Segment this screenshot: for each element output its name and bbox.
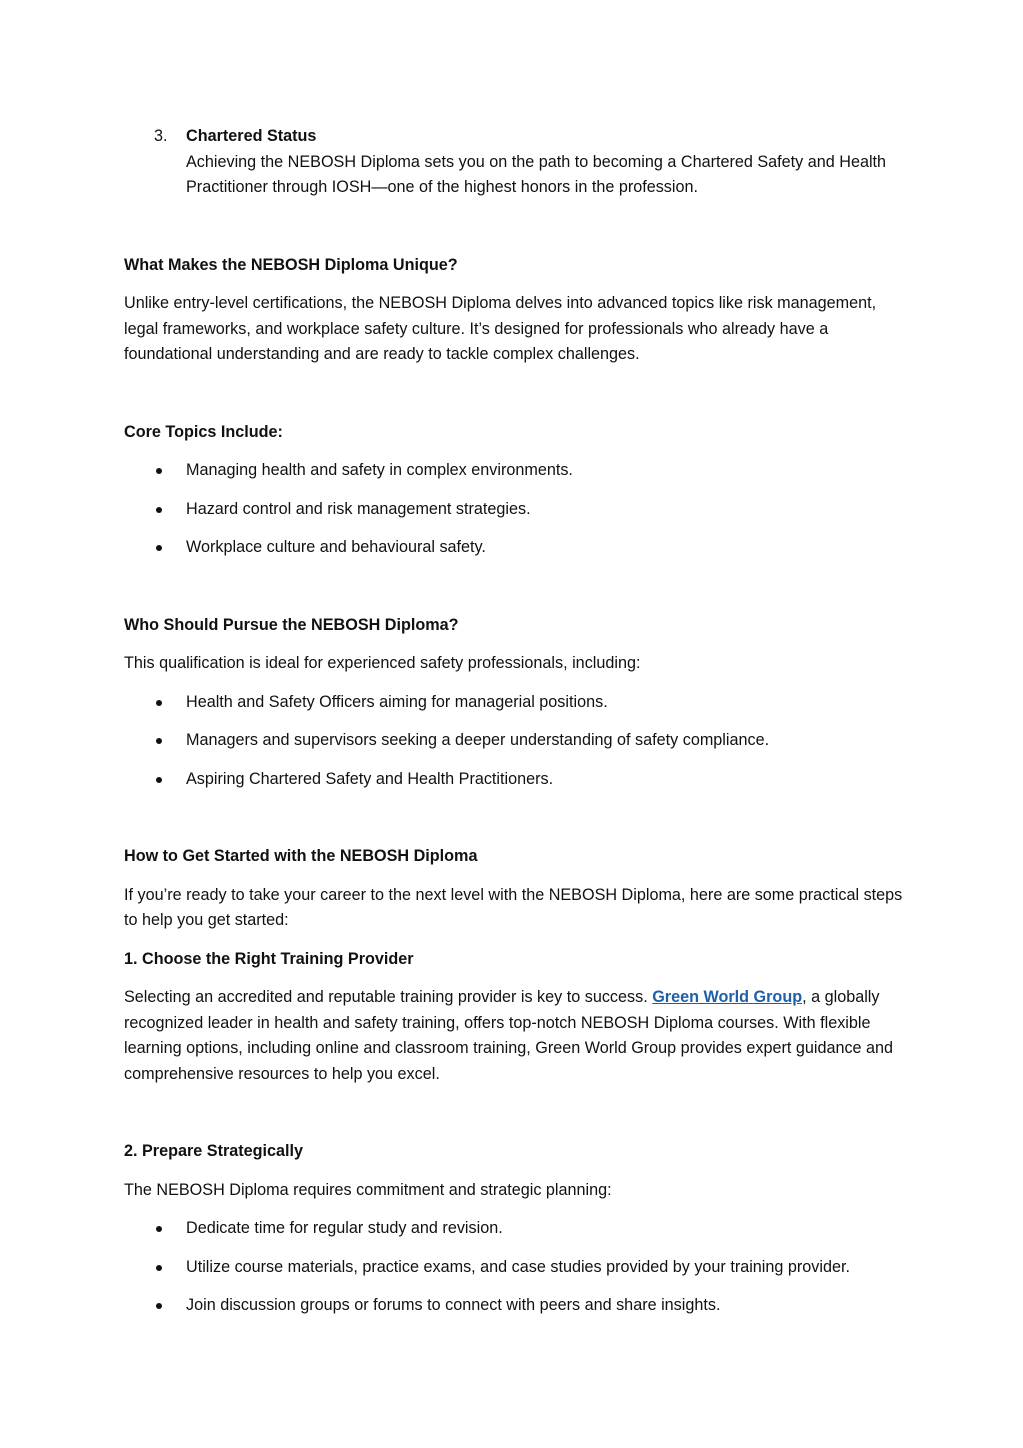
section-heading-core-topics: Core Topics Include:	[124, 422, 283, 441]
bullet-icon	[156, 545, 162, 551]
section-heading-who: Who Should Pursue the NEBOSH Diploma?	[124, 615, 459, 634]
list-item: Managing health and safety in complex environments.	[124, 458, 904, 484]
bullet-icon	[156, 1303, 162, 1309]
paragraph-who-intro: This qualification is ideal for experienced safety professionals, including:	[124, 654, 641, 672]
section-heading-unique: What Makes the NEBOSH Diploma Unique?	[124, 255, 458, 274]
step-heading-training-provider: 1. Choose the Right Training Provider	[124, 949, 414, 968]
list-item: Aspiring Chartered Safety and Health Practitioners.	[124, 767, 904, 793]
bullet-icon	[156, 777, 162, 783]
list-item: Managers and supervisors seeking a deeper understanding of safety compliance.	[124, 728, 904, 754]
item-text: Achieving the NEBOSH Diploma sets you on the path to becoming a Chartered Safety and Health Practitioner through IOSH—one of the highest honors in the profession.	[186, 152, 887, 196]
paragraph-prepare-intro: The NEBOSH Diploma requires commitment and strategic planning:	[124, 1180, 612, 1199]
bullet-icon	[156, 507, 162, 513]
list-item: Health and Safety Officers aiming for managerial positions.	[124, 690, 904, 716]
bullet-icon	[156, 468, 162, 474]
bullet-icon	[156, 738, 162, 744]
core-topics-list	[124, 458, 904, 561]
item-number: 3.	[154, 127, 168, 145]
section-heading-get-started: How to Get Started with the NEBOSH Diploma	[124, 847, 478, 865]
who-list	[124, 690, 904, 793]
bullet-icon	[156, 1226, 162, 1232]
bullet-icon	[156, 1265, 162, 1271]
step-heading-prepare: 2. Prepare Strategically	[124, 1142, 304, 1160]
list-item: Dedicate time for regular study and revision.	[124, 1216, 904, 1242]
list-item: Workplace culture and behavioural safety.	[124, 535, 904, 561]
item-title: Chartered Status	[186, 127, 317, 145]
paragraph-training-provider: Selecting an accredited and reputable training provider is key to success. Green World Group, a globally recognized leader in health and safety training, offers top-notch NEBOSH Diploma courses. With flexible learning options, including online and classroom training, Green World Group provides expert guidance and comprehensive resources to help you excel.	[124, 988, 894, 1083]
bullet-icon	[156, 700, 162, 706]
list-item: Join discussion groups or forums to connect with peers and share insights.	[124, 1293, 904, 1319]
list-item: Utilize course materials, practice exams, and case studies provided by your training provider.	[124, 1255, 904, 1281]
paragraph-unique: Unlike entry-level certifications, the NEBOSH Diploma delves into advanced topics like risk management, legal frameworks, and workplace safety culture. It’s designed for professionals who already have a foundational understanding and are ready to tackle complex challenges.	[124, 294, 877, 363]
document-content	[124, 124, 904, 1332]
numbered-item-chartered-status	[124, 124, 904, 201]
green-world-group-link[interactable]: Green World Group	[652, 988, 803, 1006]
prepare-list	[124, 1216, 904, 1319]
paragraph-get-started-intro: If you’re ready to take your career to the next level with the NEBOSH Diploma, here are some practical steps to help you get started:	[124, 885, 903, 929]
list-item: Hazard control and risk management strategies.	[124, 497, 904, 523]
